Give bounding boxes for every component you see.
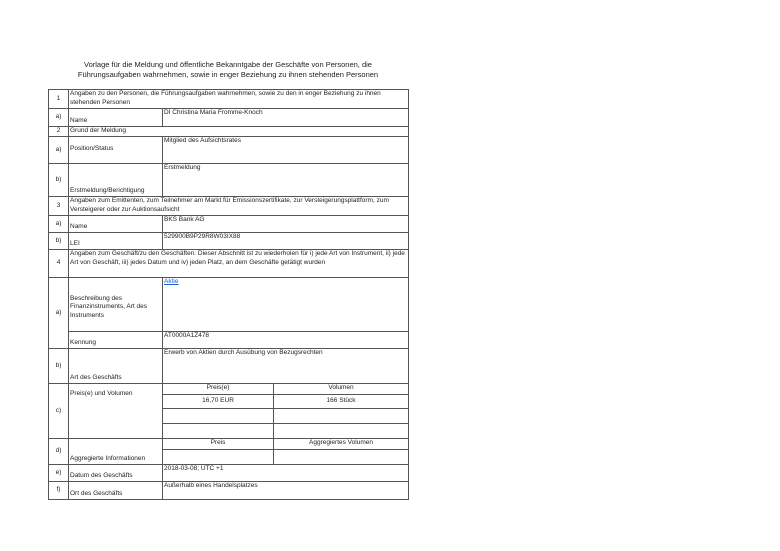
item-letter: a): [49, 278, 69, 349]
empty-cell: [163, 424, 274, 439]
section-heading: Grund der Meldung: [69, 127, 409, 137]
position-value: Mitglied des Aufsichtsrates: [163, 137, 409, 164]
empty-cell: [274, 450, 409, 465]
item-letter: a): [49, 216, 69, 233]
volume-column-header: Volumen: [274, 384, 409, 395]
initial-notification-row: [49, 164, 409, 197]
price-volume-label: Preis(e) und Volumen: [69, 384, 163, 439]
title-line-1: Vorlage für die Meldung und öffentliche Bekanntgabe der Geschäfte von Personen, die: [84, 60, 372, 69]
lei-label: LEI: [69, 233, 163, 250]
transaction-date-value: 2018-03-08; UTC +1: [163, 465, 409, 482]
section-number: 4: [49, 250, 69, 278]
document-title: [48, 60, 408, 80]
identification-code-value: AT0000A1Z478: [163, 332, 409, 349]
identification-code-label: Kennung: [69, 332, 163, 349]
issuer-name-label: Name: [69, 216, 163, 233]
section-1-row: [49, 90, 409, 109]
position-label: Position/Status: [69, 137, 163, 164]
item-letter: b): [49, 233, 69, 250]
notification-table: [48, 89, 409, 500]
empty-cell: [163, 409, 274, 424]
price-column-header: Preis(e): [163, 384, 274, 395]
position-row: [49, 137, 409, 164]
section-number: 2: [49, 127, 69, 137]
volume-value: 166 Stück: [274, 395, 409, 409]
transaction-date-label: Datum des Geschäfts: [69, 465, 163, 482]
section-heading: Angaben zum Emittenten, zum Teilnehmer am Markt für Emissionszertifikate, zur Versteigerungsplattform, zum Versteigerer oder zur Auktionsaufsicht: [69, 197, 409, 216]
transaction-nature-label: Art des Geschäfts: [69, 349, 163, 384]
section-number: 3: [49, 197, 69, 216]
section-number: 1: [49, 90, 69, 109]
price-value: 16,70 EUR: [163, 395, 274, 409]
transaction-place-row: [49, 482, 409, 500]
name-label: Name: [69, 109, 163, 127]
instrument-description-row: [49, 278, 409, 332]
lei-value: 529900B9P29R8W03IX88: [163, 233, 409, 250]
item-letter: f): [49, 482, 69, 500]
initial-notification-label: Erstmeldung/Berichtigung: [69, 164, 163, 197]
title-line-2: Führungsaufgaben wahrnehmen, sowie in enger Beziehung zu ihnen stehenden Personen: [77, 70, 379, 79]
instrument-description-label: Beschreibung des Finanzinstruments, Art des Instruments: [69, 278, 163, 332]
lei-row: [49, 233, 409, 250]
aggregated-volume-header: Aggregiertes Volumen: [274, 439, 409, 450]
transaction-place-label: Ort des Geschäfts: [69, 482, 163, 500]
aggregated-price-header: Preis: [163, 439, 274, 450]
item-letter: b): [49, 164, 69, 197]
section-3-row: [49, 197, 409, 216]
issuer-name-value: BKS Bank AG: [163, 216, 409, 233]
name-value: DI Christina Maria Fromme-Knoch: [163, 109, 409, 127]
instrument-description-value: [163, 278, 409, 332]
price-volume-header-row: [49, 384, 409, 395]
issuer-name-row: [49, 216, 409, 233]
initial-notification-value: Erstmeldung: [163, 164, 409, 197]
empty-cell: [274, 424, 409, 439]
item-letter: a): [49, 137, 69, 164]
aggregated-info-label: Aggregierte Informationen: [69, 439, 163, 465]
aggregated-header-row: [49, 439, 409, 450]
section-2-row: [49, 127, 409, 137]
identification-code-row: [49, 332, 409, 349]
transaction-place-value: Außerhalb eines Handelsplatzes: [163, 482, 409, 500]
item-letter: e): [49, 465, 69, 482]
empty-cell: [163, 450, 274, 465]
item-letter: a): [49, 109, 69, 127]
section-heading: Angaben zu den Personen, die Führungsaufgaben wahrnehmen, sowie zu den in enger Beziehung zu ihnen stehenden Personen: [69, 90, 409, 109]
section-4-row: [49, 250, 409, 278]
transaction-date-row: [49, 465, 409, 482]
empty-cell: [274, 409, 409, 424]
transaction-nature-value: Erwerb von Aktien durch Ausübung von Bezugsrechten: [163, 349, 409, 384]
item-letter: b): [49, 349, 69, 384]
item-letter: d): [49, 439, 69, 465]
section-heading: Angaben zum Geschäft/zu den Geschäften: Dieser Abschnitt ist zu wiederholen für i) jede Art von Instrument, ii) jede Art von Geschäft, iii) jedes Datum und iv) jeden Platz, an dem Geschäfte getätigt wurden: [69, 250, 409, 278]
name-row: [49, 109, 409, 127]
instrument-link[interactable]: Aktie: [164, 278, 179, 285]
transaction-nature-row: [49, 349, 409, 384]
item-letter: c): [49, 384, 69, 439]
